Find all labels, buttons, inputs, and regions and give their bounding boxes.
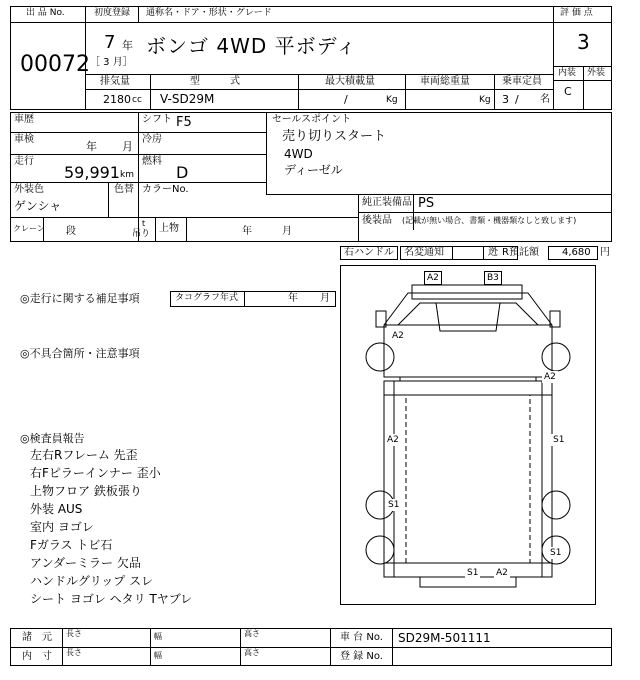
interior-score: C: [564, 85, 572, 98]
deck-label: 上物: [159, 223, 179, 234]
gross-weight-unit: Kg: [479, 95, 491, 105]
yen-unit: 円: [600, 247, 610, 258]
steering-value: 右ハンドル: [344, 247, 394, 258]
registration-label: 登 録 No.: [340, 651, 383, 662]
chassis-label: 車 台 No.: [340, 632, 383, 643]
mileage-value: 59,991: [64, 163, 120, 182]
sales-point-line-1: 売り切りスタート: [282, 129, 387, 144]
inspector-line: アンダーミラー 欠品: [30, 556, 141, 570]
score-value: 3: [577, 30, 590, 54]
inspector-line: Fガラス トビ石: [30, 538, 113, 552]
interior-width-label: 幅: [154, 651, 162, 660]
first-reg-year: 7: [104, 32, 116, 53]
deck-year-unit: 年: [242, 226, 252, 237]
grade-label: 評 価 点: [560, 8, 593, 18]
interior-height-label: 高さ: [244, 648, 260, 657]
running-notes-title: ◎走行に関する補足事項: [20, 292, 140, 305]
defects-title: ◎不具合箇所・注意事項: [20, 347, 140, 360]
displacement-label: 排気量: [100, 76, 130, 87]
max-load-slash: /: [344, 93, 348, 106]
mileage-unit: km: [120, 170, 134, 180]
genuine-equipment-value: PS: [418, 196, 435, 211]
damage-mark: S1: [467, 568, 479, 578]
capacity-slash: /: [515, 93, 519, 106]
sales-point-line-2: 4WD: [284, 147, 313, 161]
first-reg-month: ［ 3 月］: [90, 57, 133, 68]
height-label: 高さ: [244, 629, 260, 638]
crane-ton-unit: t: [142, 219, 146, 228]
capacity-unit: 名: [540, 94, 550, 105]
damage-mark: B3: [484, 271, 502, 285]
model-value: V-SD29M: [160, 92, 215, 106]
crane-label: クレーン: [13, 224, 45, 233]
name-change-check: [452, 246, 484, 260]
model-label: 型 式: [190, 76, 240, 87]
aftermarket-note: (記載が無い場合、書類・機器類なしと致します): [402, 216, 577, 225]
inspector-line: 室内 ヨゴレ: [30, 520, 94, 534]
inspector-line: ハンドルグリップ スレ: [30, 574, 154, 588]
chassis-number: SD29M-501111: [398, 631, 491, 645]
sales-point-line-3: ディーゼル: [284, 163, 343, 177]
exterior-label: 外装: [587, 68, 606, 78]
capacity-value: 3: [502, 93, 509, 106]
dims-label: 諸 元: [22, 632, 52, 643]
color-value: ゲンシャ: [14, 199, 62, 213]
damage-mark: A2: [544, 372, 556, 382]
color-label: 外装色: [14, 184, 44, 195]
inspection-label: 車検: [14, 134, 34, 145]
mileage-label: 走行: [14, 156, 34, 167]
damage-mark: A2: [392, 331, 404, 341]
inspector-line: シート ヨゴレ ヘタリ Tヤブレ: [30, 592, 193, 606]
first-reg-year-unit: 年: [122, 39, 133, 52]
displacement-unit: cc: [132, 95, 142, 105]
inspector-line: 外装 AUS: [30, 502, 83, 516]
lot-number: 00072: [20, 52, 90, 77]
guarantee-mark: 迯: [488, 247, 498, 258]
inspector-line: 左右Rフレーム 先歪: [30, 448, 138, 462]
inspector-line: 上物フロア 鉄板張り: [30, 484, 142, 498]
r-deposit-label: R預託額: [502, 247, 539, 258]
color-number-label: カラーNo.: [142, 184, 189, 195]
lot-no-label: 出 品 No.: [26, 8, 65, 18]
tachograph-year-unit: 年: [288, 293, 298, 304]
history-label: 車歴: [14, 114, 34, 125]
interior-label: 内装: [558, 68, 577, 78]
sales-point-label: セールスポイント: [272, 114, 352, 125]
inspection-month-unit: 月: [122, 140, 133, 153]
inspection-year-unit: 年: [86, 140, 97, 153]
interior-dims-label: 内 寸: [22, 651, 52, 662]
tachograph-label: タコグラフ年式: [175, 293, 239, 303]
color-change-label: 色替: [114, 184, 134, 195]
car-name: ボンゴ 4WD 平ボディ: [146, 34, 358, 58]
width-label: 幅: [154, 632, 162, 641]
damage-mark: S1: [553, 435, 565, 445]
ac-label: 冷房: [142, 134, 162, 145]
aftermarket-label: 後装品: [362, 215, 392, 226]
first-reg-label: 初度登録: [94, 8, 131, 18]
car-name-label: 通称名・ドア・形状・グレード: [146, 8, 272, 18]
fuel-value: D: [176, 163, 189, 182]
damage-mark: A2: [387, 435, 399, 445]
damage-mark: S1: [550, 548, 562, 558]
damage-mark: S1: [388, 500, 400, 510]
r-deposit-value: 4,680: [562, 247, 591, 258]
interior-length-label: 長さ: [66, 648, 82, 657]
gross-weight-label: 車両総重量: [420, 76, 470, 87]
deck-month-unit: 月: [282, 226, 292, 237]
name-change-label: 名変通知: [404, 247, 444, 258]
max-load-label: 最大積載量: [325, 76, 375, 87]
fuel-label: 燃料: [142, 156, 162, 167]
capacity-label: 乗車定員: [502, 76, 542, 87]
length-label: 長さ: [66, 629, 82, 638]
damage-mark: A2: [496, 568, 508, 578]
genuine-equipment-label: 純正装備品: [362, 197, 412, 208]
shift-label: シフト: [142, 114, 172, 125]
crane-stage-unit: 段: [66, 226, 76, 237]
shift-value: F5: [176, 115, 192, 130]
inspector-line: 右Fピラーインナー 歪小: [30, 466, 161, 480]
tachograph-month-unit: 月: [320, 293, 330, 304]
displacement-value: 2180: [103, 93, 131, 106]
max-load-unit: Kg: [386, 95, 398, 105]
crane-hang-unit: 吊り: [132, 229, 151, 239]
inspector-title: ◎検査員報告: [20, 432, 85, 445]
damage-mark: A2: [424, 271, 442, 285]
